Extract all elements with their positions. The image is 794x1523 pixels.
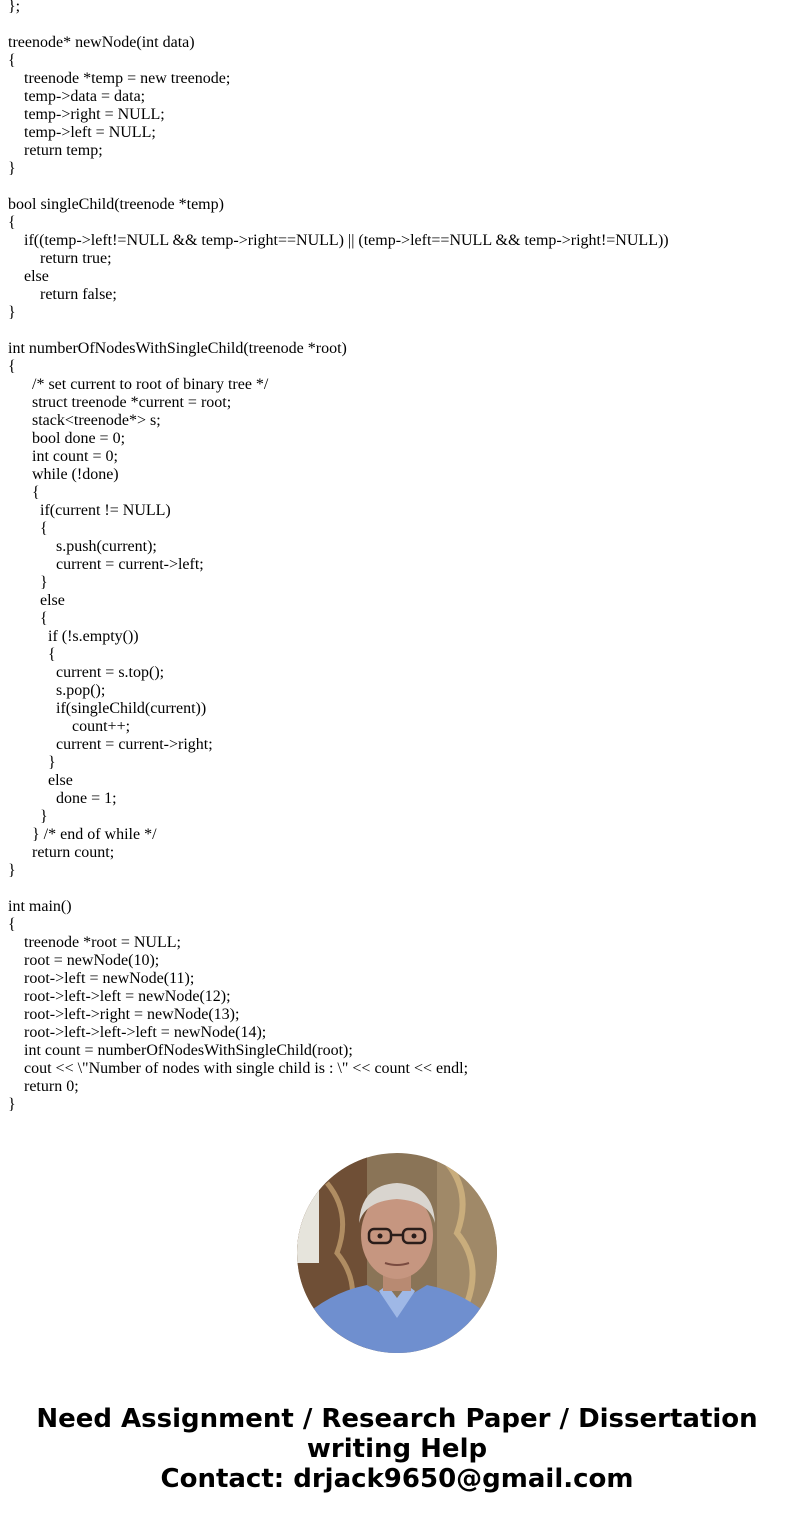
code-line: /* set current to root of binary tree */	[8, 376, 269, 393]
code-line: temp->right = NULL;	[8, 106, 165, 123]
code-line: return count;	[8, 844, 115, 861]
code-line: }	[8, 808, 48, 825]
code-line: if((temp->left!=NULL && temp->right==NULL) || (temp->left==NULL && temp->right!=NULL))	[8, 232, 669, 249]
code-line: else	[8, 592, 65, 609]
footer-line-1: Need Assignment / Research Paper / Dissertation	[36, 1404, 758, 1434]
code-listing	[8, 0, 669, 1114]
code-line: s.push(current);	[8, 538, 157, 555]
code-line: };	[8, 0, 21, 15]
code-line: done = 1;	[8, 790, 117, 807]
code-line: return 0;	[8, 1078, 79, 1095]
code-line	[8, 16, 669, 34]
code-line: }	[8, 160, 16, 177]
code-line	[8, 178, 669, 196]
code-line: temp->left = NULL;	[8, 124, 156, 141]
code-line: while (!done)	[8, 466, 119, 483]
code-line: {	[8, 520, 48, 537]
code-line: root->left->right = newNode(13);	[8, 1006, 240, 1023]
code-line: {	[8, 484, 40, 501]
footer-banner	[0, 1404, 794, 1494]
code-line: int main()	[8, 898, 72, 915]
footer-contact: Contact: drjack9650@gmail.com	[160, 1464, 634, 1494]
code-line	[8, 880, 669, 898]
code-line: root->left->left = newNode(12);	[8, 988, 231, 1005]
code-line: bool singleChild(treenode *temp)	[8, 196, 224, 213]
code-line: {	[8, 916, 16, 933]
code-line: {	[8, 610, 48, 627]
code-line: treenode *root = NULL;	[8, 934, 181, 951]
code-line: if(singleChild(current))	[8, 700, 207, 717]
author-photo	[297, 1153, 497, 1353]
code-line: s.pop();	[8, 682, 106, 699]
code-line: treenode* newNode(int data)	[8, 34, 195, 51]
code-line: {	[8, 646, 56, 663]
code-line: {	[8, 358, 16, 375]
code-line: stack<treenode*> s;	[8, 412, 161, 429]
code-line: struct treenode *current = root;	[8, 394, 232, 411]
code-line: root->left = newNode(11);	[8, 970, 195, 987]
footer-line-2: writing Help	[306, 1434, 488, 1464]
code-line: else	[8, 772, 73, 789]
code-line: int count = numberOfNodesWithSingleChild(root);	[8, 1042, 353, 1059]
code-line: }	[8, 1096, 16, 1113]
code-line: }	[8, 574, 48, 591]
code-line: current = s.top();	[8, 664, 165, 681]
code-line: }	[8, 304, 16, 321]
code-line: return temp;	[8, 142, 103, 159]
code-line: return false;	[8, 286, 117, 303]
code-line: return true;	[8, 250, 112, 267]
code-line: root->left->left->left = newNode(14);	[8, 1024, 267, 1041]
code-line: if(current != NULL)	[8, 502, 171, 519]
code-line: cout << \"Number of nodes with single child is : \" << count << endl;	[8, 1060, 469, 1077]
code-line: treenode *temp = new treenode;	[8, 70, 231, 87]
code-line: {	[8, 52, 16, 69]
code-line: int count = 0;	[8, 448, 118, 465]
portrait-image	[297, 1153, 497, 1353]
code-line: count++;	[8, 718, 131, 735]
code-line: {	[8, 214, 16, 231]
code-line: } /* end of while */	[8, 826, 157, 843]
code-line: if (!s.empty())	[8, 628, 139, 645]
code-line: temp->data = data;	[8, 88, 146, 105]
code-line: current = current->left;	[8, 556, 204, 573]
code-line: current = current->right;	[8, 736, 213, 753]
code-line: int numberOfNodesWithSingleChild(treenode *root)	[8, 340, 347, 357]
code-line: }	[8, 754, 56, 771]
code-line: bool done = 0;	[8, 430, 126, 447]
code-line: root = newNode(10);	[8, 952, 160, 969]
code-line: else	[8, 268, 49, 285]
code-line	[8, 322, 669, 340]
code-line: }	[8, 862, 16, 879]
